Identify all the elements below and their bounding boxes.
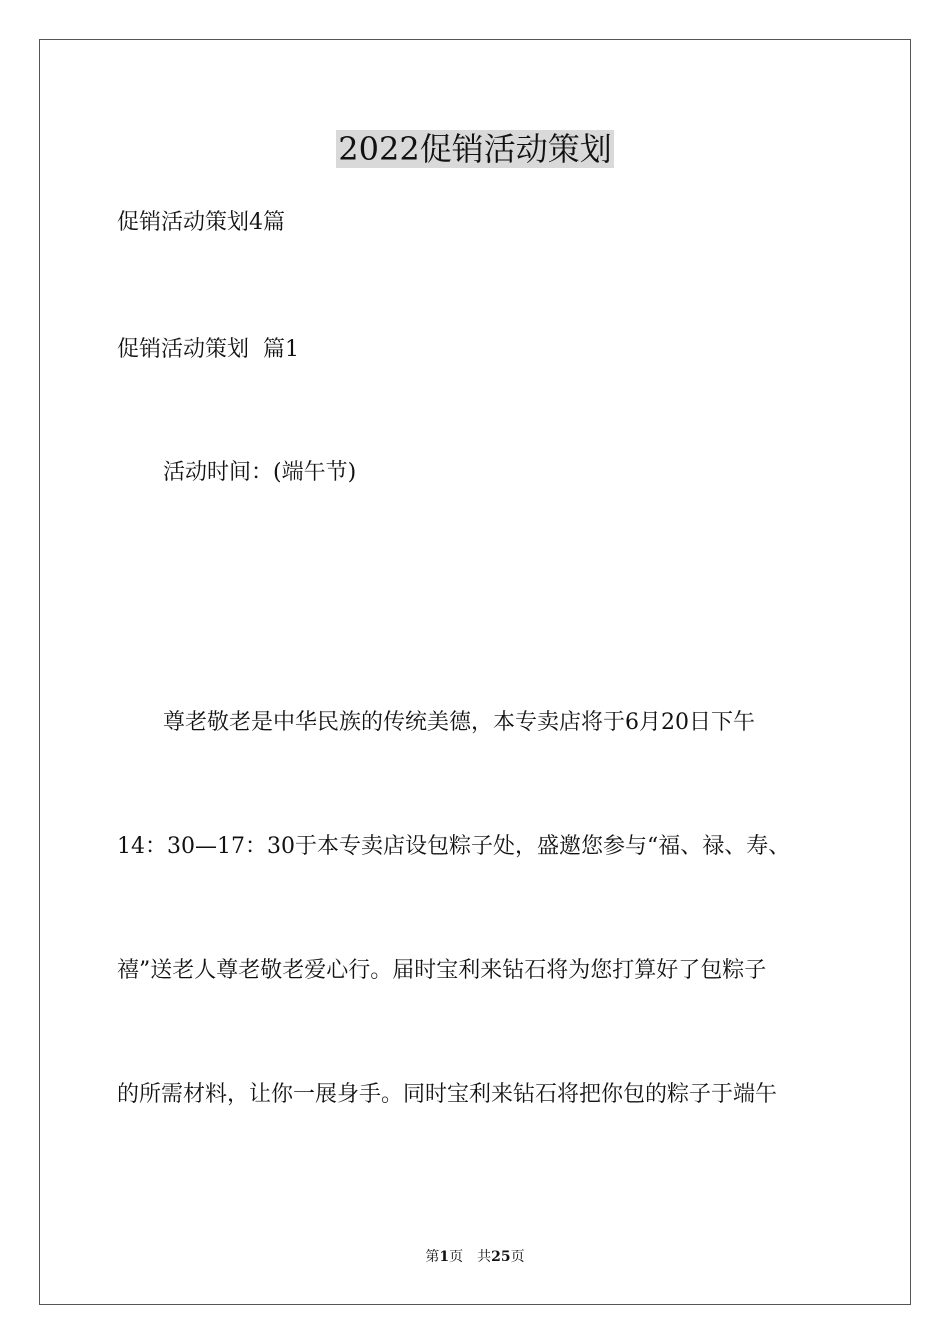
paragraph-line: 14：30—17：30于本专卖店设包粽子处，盛邀您参与“福、禄、寿、 <box>117 834 791 859</box>
footer-page-current: 1 <box>439 1249 450 1265</box>
document-title <box>0 128 950 170</box>
paragraph-line: 禧”送老人尊老敬老爱心行。届时宝利来钻石将为您打算好了包粽子 <box>117 958 767 983</box>
footer-page-suffix: 页 <box>449 1249 464 1265</box>
document-title-text: 2022促销活动策划 <box>338 130 612 168</box>
footer-total-prefix: 共 <box>477 1249 492 1265</box>
page-footer <box>0 1248 950 1266</box>
paragraph-line: 尊老敬老是中华民族的传统美德，本专卖店将于6月20日下午 <box>163 710 755 735</box>
document-subtitle: 促销活动策划4篇 <box>117 210 285 235</box>
footer-total-suffix: 页 <box>510 1249 525 1265</box>
paragraph-line: 的所需材料，让你一展身手。同时宝利来钻石将把你包的粽子于端午 <box>117 1082 778 1107</box>
section-heading: 促销活动策划 篇1 <box>117 337 299 362</box>
activity-time: 活动时间：(端午节) <box>163 460 357 485</box>
footer-page-prefix: 第 <box>425 1249 440 1265</box>
footer-page-total: 25 <box>491 1249 511 1265</box>
